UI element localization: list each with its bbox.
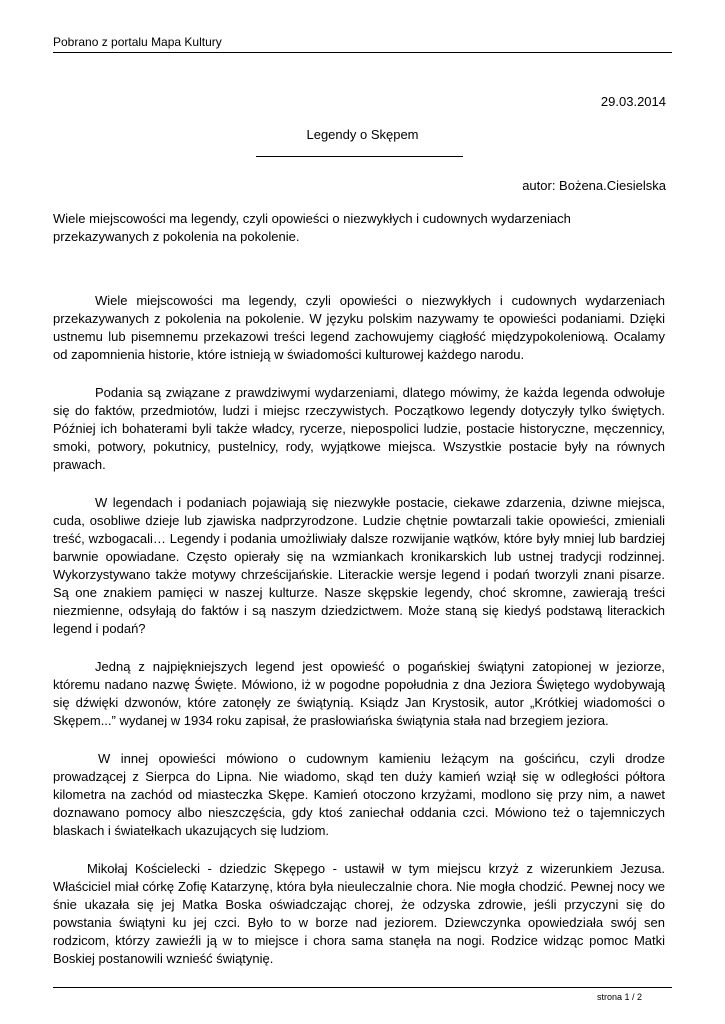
body-paragraph: Wiele miejscowości ma legendy, czyli opowieści o niezwykłych i cudownych wydarzeniach przekazywanych z pokolenia na pokolenie. W języku polskim nazywamy te opowieści podaniami. Dzięki ustnemu lub pisemnemu przekazowi treści legend zachowujemy ciągłość międzypokoleniową. Ocalamy od zapomnienia historie, które istnieją w świadomości kulturowej każdego narodu. [53, 293, 665, 362]
document-date: 29.03.2014 [600, 94, 666, 109]
body-paragraph: Podania są związane z prawdziwymi wydarzeniami, dlatego mówimy, że każda legenda odwołuje się do faktów, przedmiotów, ludzi i miejsc rzeczywistych. Początkowo legendy dotyczyły tylko świętych. Później ich bohaterami byli także władcy, rycerze, niepospolici ludzie, postacie historyczne, męczennicy, smoki, potwory, pokutnicy, pustelnicy, rody, wyjątkowe miejsca. Wszystkie postacie były na równych prawach. [53, 385, 665, 472]
header-divider [53, 52, 672, 53]
title-underline [256, 156, 463, 157]
document-title: Legendy o Skępem [306, 127, 419, 142]
body-paragraph: W legendach i podaniach pojawiają się niezwykłe postacie, ciekawe zdarzenia, dziwne miejsca, cuda, osobliwe dzieje lub zjawiska nadprzyrodzone. Ludzie chętnie powtarzali takie opowieści, zmieniali treść, wzbogacali… Legendy i podania umożliwiały dalsze rozwijanie wątków, które były mniej lub bardziej barwnie opowiadane. Często opierały się na wzmiankach kronikarskich lub ustnej tradycji rodzinnej. Wykorzystywano także motywy chrześcijańskie. Literackie wersje legend i podań tworzyli znani pisarze. Są one znakiem pamięci w naszej kulturze. Nasze skępskie legendy, choć skromne, zawierają treści niezmienne, odsyłają do faktów i są naszym dziedzictwem. Może staną się kiedyś podstawą literackich legend i podań? [53, 495, 665, 636]
body-paragraph: Jedną z najpiękniejszych legend jest opowieść o pogańskiej świątyni zatopionej w jeziorze, któremu nadano nazwę Święte. Mówiono, iż w pogodne popołudnia z dna Jeziora Świętego wydobywają się dźwięki dzwonów, które zatonęły ze świątynią. Ksiądz Jan Krystosik, autor „Krótkiej wiadomości o Skępem...” wydanej w 1934 roku zapisał, że prasłowiańska świątynia stała nad brzegiem jeziora. [53, 659, 665, 728]
document-body [53, 292, 665, 988]
document-author: autor: Bożena.Ciesielska [522, 178, 666, 193]
intro-summary: Wiele miejscowości ma legendy, czyli opowieści o niezwykłych i cudownych wydarzeniach przekazywanych z pokolenia na pokolenie. [53, 211, 571, 244]
body-paragraph: W innej opowieści mówiono o cudownym kamieniu leżącym na gościńcu, czyli drodze prowadzącej z Sierpca do Lipna. Nie wiadomo, skąd ten duży kamień wziął się w odległości półtora kilometra na zachód od miasteczka Skępe. Kamień otoczono krzyżami, modlono się przy nim, a nawet doznawano pomocy albo nieszczęścia, gdy ktoś zaniechał oddania czci. Mówiono też o tajemniczych blaskach i światełkach ukazujących się ludziom. [53, 751, 665, 838]
page-header-source: Pobrano z portalu Mapa Kultury [53, 35, 222, 49]
footer-divider [53, 987, 672, 988]
body-paragraph: Mikołaj Kościelecki - dziedzic Skępego - ustawił w tym miejscu krzyż z wizerunkiem Jezusa. Właściciel miał córkę Zofię Katarzynę, która była nieuleczalnie chora. Nie mogła chodzić. Pewnej nocy we śnie ukazała się jej Matka Boska oświadczając chorej, że odzyska zdrowie, jeśli przyczyni się do powstania świątyni ku jej czci. Było to w borze nad jeziorem. Dziewczynka opowiedziała swój sen rodzicom, którzy zawieźli ją w to miejsce i chora sama stanęła na nogi. Rodzice widząc pomoc Matki Boskiej postanowili wznieść świątynię. [53, 861, 665, 966]
page-number: strona 1 / 2 [596, 992, 642, 1002]
